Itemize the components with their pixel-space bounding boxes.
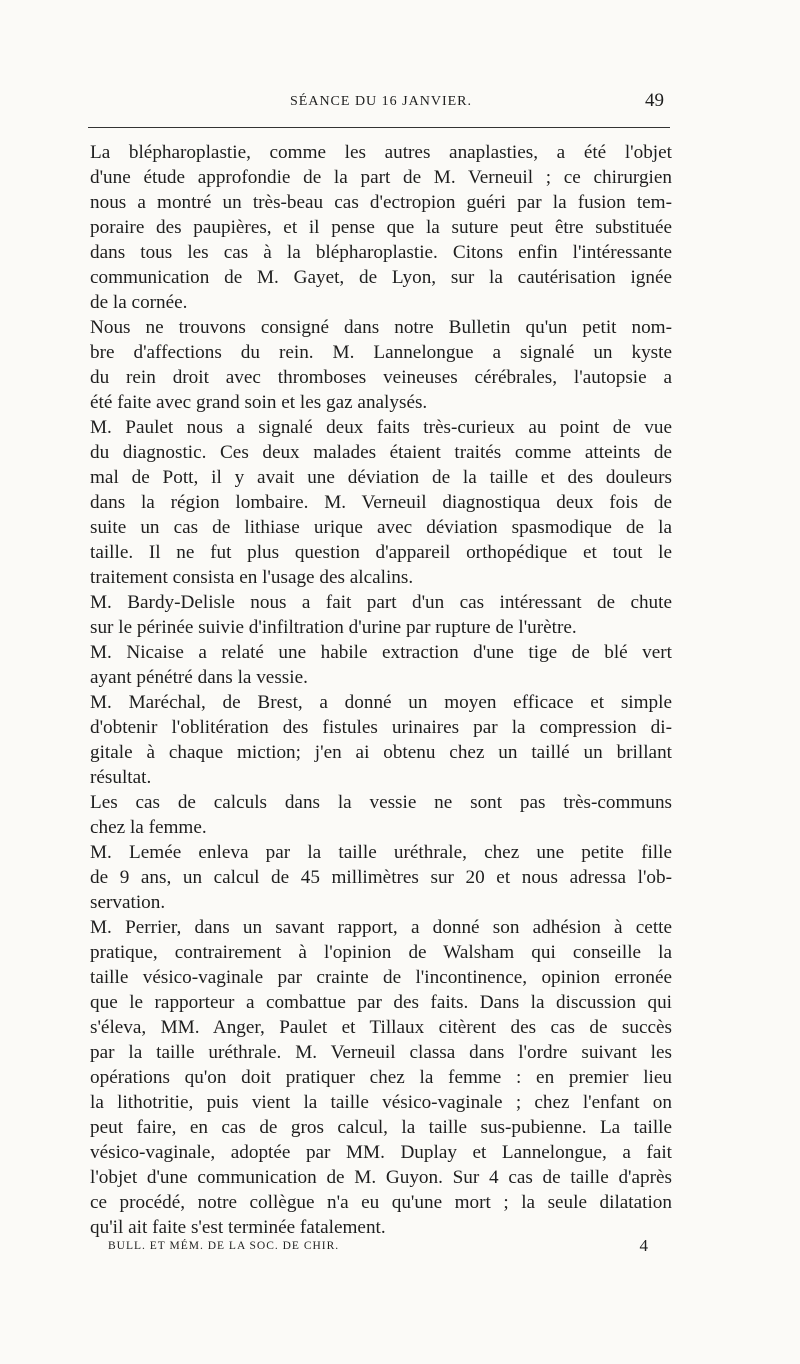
page-footer xyxy=(108,1236,648,1258)
text-line: été faite avec grand soin et les gaz analysés. xyxy=(90,392,428,413)
text-line: dans la région lombaire. M. Verneuil diagnostiqua deux fois de xyxy=(90,492,672,513)
text-line: servation. xyxy=(90,892,166,913)
header-rule xyxy=(88,127,670,128)
text-line: de la cornée. xyxy=(90,292,188,313)
text-line: sur le périnée suivie d'infiltration d'urine par rupture de l'urètre. xyxy=(90,617,577,638)
text-line: chez la femme. xyxy=(90,817,207,838)
page-header xyxy=(90,90,672,116)
text-line: ayant pénétré dans la vessie. xyxy=(90,667,308,688)
text-line: opérations qu'on doit pratiquer chez la femme : en premier lieu xyxy=(90,1067,672,1088)
text-line: la lithotritie, puis vient la taille vésico-vaginale ; chez l'enfant on xyxy=(90,1092,672,1113)
text-line: mal de Pott, il y avait une déviation de la taille et des douleurs xyxy=(90,467,672,488)
text-line: suite un cas de lithiase urique avec déviation spasmodique de la xyxy=(90,517,672,538)
text-line: Les cas de calculs dans la vessie ne sont pas très-communs xyxy=(90,792,672,813)
text-line: taille vésico-vaginale par crainte de l'incontinence, opinion erronée xyxy=(90,967,672,988)
text-line: taille. Il ne fut plus question d'appareil orthopédique et tout le xyxy=(90,542,672,563)
text-line: bre d'affections du rein. M. Lannelongue a signalé un kyste xyxy=(90,342,672,363)
running-title: SÉANCE DU 16 JANVIER. xyxy=(290,94,472,109)
text-line: poraire des paupières, et il pense que la suture peut être substituée xyxy=(90,217,672,238)
text-line: traitement consista en l'usage des alcalins. xyxy=(90,567,414,588)
text-line: du rein droit avec thromboses veineuses cérébrales, l'autopsie a xyxy=(90,367,672,388)
text-line: d'obtenir l'oblitération des fistules urinaires par la compression di- xyxy=(90,717,672,738)
body-text xyxy=(90,140,672,1240)
text-line: La blépharoplastie, comme les autres anaplasties, a été l'objet xyxy=(90,142,672,163)
text-line: ce procédé, notre collègue n'a eu qu'une mort ; la seule dilatation xyxy=(90,1192,672,1213)
text-line: M. Bardy-Delisle nous a fait part d'un cas intéressant de chute xyxy=(90,592,672,613)
text-line: l'objet d'une communication de M. Guyon. Sur 4 cas de taille d'après xyxy=(90,1167,672,1188)
text-line: peut faire, en cas de gros calcul, la taille sus-pubienne. La taille xyxy=(90,1117,672,1138)
text-line: gitale à chaque miction; j'en ai obtenu chez un taillé un brillant xyxy=(90,742,672,763)
text-line: M. Maréchal, de Brest, a donné un moyen efficace et simple xyxy=(90,692,672,713)
text-line: M. Perrier, dans un savant rapport, a donné son adhésion à cette xyxy=(90,917,672,938)
sheet-number: 4 xyxy=(639,1236,648,1255)
page-number: 49 xyxy=(645,90,664,111)
text-line: résultat. xyxy=(90,767,152,788)
text-line: Nous ne trouvons consigné dans notre Bulletin qu'un petit nom- xyxy=(90,317,672,338)
text-line: d'une étude approfondie de la part de M. Verneuil ; ce chirurgien xyxy=(90,167,672,188)
text-line: du diagnostic. Ces deux malades étaient traités comme atteints de xyxy=(90,442,672,463)
text-line: nous a montré un très-beau cas d'ectropion guéri par la fusion tem- xyxy=(90,192,672,213)
text-line: communication de M. Gayet, de Lyon, sur la cautérisation ignée xyxy=(90,267,672,288)
text-line: M. Paulet nous a signalé deux faits très-curieux au point de vue xyxy=(90,417,672,438)
text-line: que le rapporteur a combattue par des faits. Dans la discussion qui xyxy=(90,992,672,1013)
text-line: par la taille uréthrale. M. Verneuil classa dans l'ordre suivant les xyxy=(90,1042,672,1063)
text-line: pratique, contrairement à l'opinion de Walsham qui conseille la xyxy=(90,942,672,963)
text-line: M. Lemée enleva par la taille uréthrale, chez une petite fille xyxy=(90,842,672,863)
text-line: s'éleva, MM. Anger, Paulet et Tillaux citèrent des cas de succès xyxy=(90,1017,672,1038)
text-line: M. Nicaise a relaté une habile extraction d'une tige de blé vert xyxy=(90,642,672,663)
text-line: qu'il ait faite s'est terminée fatalement. xyxy=(90,1217,386,1238)
text-line: vésico-vaginale, adoptée par MM. Duplay et Lannelongue, a fait xyxy=(90,1142,672,1163)
printer-signature: BULL. ET MÉM. DE LA SOC. DE CHIR. xyxy=(108,1240,340,1252)
text-line: dans tous les cas à la blépharoplastie. Citons enfin l'intéressante xyxy=(90,242,672,263)
text-line: de 9 ans, un calcul de 45 millimètres sur 20 et nous adressa l'ob- xyxy=(90,867,672,888)
